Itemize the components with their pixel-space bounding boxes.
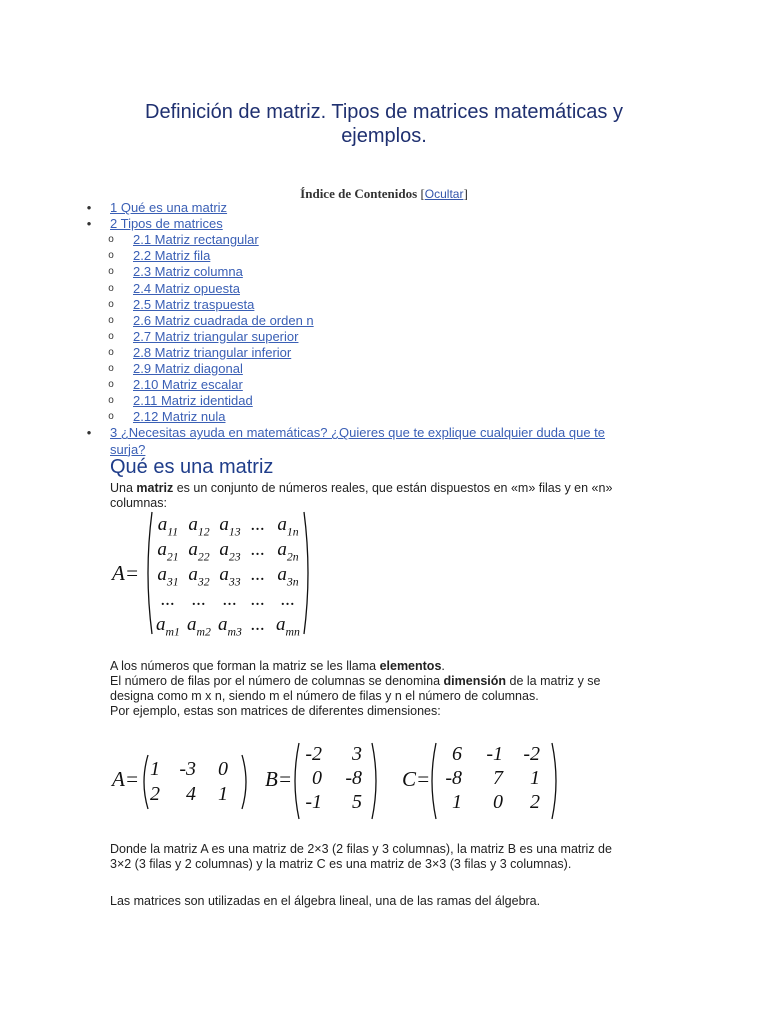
circle-bullet-icon: o [108,298,114,310]
circle-bullet-icon: o [108,282,114,294]
p2-text: El número de filas por el número de columnas se denomina [110,674,444,688]
matrix-entry: $a_{33}$ [219,564,241,589]
matrix-entry: $a_{21}$ [157,539,179,564]
matrix-entry: $a_{11}$ [157,514,179,539]
matrix-entry: ... [250,614,266,635]
circle-bullet-icon: o [108,411,114,423]
example-matrix-entry: -1 [486,743,503,765]
matrix-entry: ... [250,514,266,535]
example-matrix-entry: 6 [452,743,462,765]
matrix-entry: $a_{m2}$ [187,614,211,638]
intro-text-line2: columnas: [110,496,167,510]
right-parenthesis [304,512,308,634]
example-matrix-entry: 4 [186,783,196,805]
example-matrix-entry: 2 [530,791,540,813]
intro-text: Una [110,481,137,495]
left-parenthesis [432,743,436,819]
toc-link[interactable]: 2.10 Matriz escalar [133,377,243,393]
example-matrix-entry: 2 [150,783,160,805]
matrix-entry: $a_{2n}$ [277,539,299,564]
example-matrix-entry: -1 [305,791,322,813]
bullet-icon: • [86,425,92,441]
example-matrix-entry: 0 [312,767,322,789]
p2-text-line2: designa como m x n, siendo m el número de filas y n el número de columnas. [110,689,539,703]
intro-paragraph [110,481,670,511]
toc-link[interactable]: 2.6 Matriz cuadrada de orden n [133,312,314,328]
example-matrix-entry: -2 [523,743,540,765]
general-matrix-figure [110,508,320,638]
matrix-entry: $a_{23}$ [219,539,241,564]
circle-bullet-icon: o [108,330,114,342]
p4-text-line1: Donde la matriz A es una matriz de 2×3 (2 filas y 3 columnas), la matriz B es una matriz de [110,842,612,856]
right-parenthesis [242,755,246,809]
example-matrix-entry: 7 [493,767,503,789]
left-parenthesis [148,512,152,634]
example-matrix-entry: -8 [345,767,362,789]
p1-bold: elementos [379,659,442,673]
p3-text: Por ejemplo, estas son matrices de diferentes dimensiones: [110,704,441,718]
dimensions-paragraph [110,842,670,872]
right-parenthesis [372,743,376,819]
matrix-name-label: A= [112,561,139,585]
p1-text-post: . [441,659,445,673]
circle-bullet-icon: o [108,250,114,262]
circle-bullet-icon: o [108,346,114,358]
toc-link[interactable]: 2.5 Matriz traspuesta [133,296,255,312]
matrix-entry: ... [280,589,296,610]
matrix-entry: ... [250,539,266,560]
example-matrix-entry: -3 [179,758,196,780]
example-matrix-name: B= [265,767,292,791]
page-title [0,100,768,148]
circle-bullet-icon: o [108,266,114,278]
circle-bullet-icon: o [108,395,114,407]
matrix-entry: ... [191,589,207,610]
toc-link[interactable]: 2.2 Matriz fila [133,248,211,264]
example-matrix-name: C= [402,767,431,791]
toc-link[interactable]: 3 ¿Necesitas ayuda en matemáticas? ¿Quieres que te explique cualquier duda que te [110,425,606,441]
intro-text-post: es un conjunto de números reales, que están dispuestos en «m» filas y en «n» [173,481,613,495]
elements-paragraph [110,659,670,719]
example-matrix-entry: 1 [150,758,160,780]
toc-link[interactable]: 2.3 Matriz columna [133,264,243,280]
algebra-paragraph: Las matrices son utilizadas en el álgebra lineal, una de las ramas del álgebra. [110,894,541,908]
left-parenthesis [144,755,148,809]
p2-bold: dimensión [443,674,507,688]
toc-link[interactable]: surja? [110,441,146,457]
example-matrix-entry: 1 [452,791,462,813]
circle-bullet-icon: o [108,314,114,326]
toc-heading: Índice de Contenidos [300,186,418,201]
example-matrix-entry: 1 [218,783,228,805]
matrix-entry: $a_{m3}$ [218,614,242,638]
example-matrix-entry: -8 [445,767,462,789]
example-matrix-entry: 0 [218,758,228,780]
toc-link[interactable]: 2.12 Matriz nula [133,409,226,425]
left-parenthesis [295,743,299,819]
matrix-entry: $a_{32}$ [188,564,210,589]
example-matrix-name: A= [112,767,139,791]
matrix-entry: $a_{1n}$ [277,514,299,539]
title-line-1: Definición de matriz. Tipos de matrices matemáticas y [145,101,623,123]
matrix-entry: ... [250,564,266,585]
toc-toggle-link[interactable]: Ocultar [424,187,464,201]
toc-link[interactable]: 2.4 Matriz opuesta [133,280,240,296]
toc-link[interactable]: 2.8 Matriz triangular inferior [133,344,292,360]
toc-header: Índice de Contenidos [Ocultar] [300,186,468,201]
matrix-entry: $a_{mn}$ [276,614,300,638]
example-matrix-entry: -2 [305,743,322,765]
matrix-entry: $a_{22}$ [188,539,210,564]
matrix-entry: $a_{m1}$ [156,614,180,638]
example-matrices-figure [110,738,570,824]
matrix-entry: $a_{12}$ [188,514,210,539]
p1-text: A los números que forman la matriz se les llama [110,659,380,673]
matrix-entry: $a_{31}$ [157,564,179,589]
example-matrix-entry: 5 [352,791,362,813]
bullet-icon: • [86,216,92,232]
example-matrix-entry: 3 [352,743,362,765]
example-matrix-entry: 0 [493,791,503,813]
p4-text-line2: 3×2 (3 filas y 2 columnas) y la matriz C es una matriz de 3×3 (3 filas y 3 columnas). [110,857,572,871]
circle-bullet-icon: o [108,363,114,374]
p2-text-post: de la matriz y se [506,674,601,688]
toc-link[interactable]: 2.11 Matriz identidad [133,393,253,409]
toc-link[interactable]: 1 Qué es una matriz [110,200,228,215]
example-matrix-entry: 1 [530,767,540,789]
matrix-entry: $a_{13}$ [219,514,241,539]
right-parenthesis [552,743,556,819]
toc-link[interactable]: 2.9 Matriz diagonal [133,361,243,376]
bullet-icon: • [86,200,92,215]
toc-link[interactable]: 2.7 Matriz triangular superior [133,328,299,344]
matrix-entry: $a_{3n}$ [277,564,299,589]
section-heading: Qué es una matriz [110,456,274,478]
circle-bullet-icon: o [108,234,114,246]
matrix-entry: ... [222,589,238,610]
toc-link[interactable]: 2.1 Matriz rectangular [133,232,259,248]
toc-link[interactable]: 2 Tipos de matrices [110,216,223,232]
circle-bullet-icon: o [108,379,114,391]
matrix-entry: ... [250,589,266,610]
title-line-2: ejemplos. [341,125,427,147]
intro-bold: matriz [136,481,174,495]
matrix-entry: ... [160,589,176,610]
